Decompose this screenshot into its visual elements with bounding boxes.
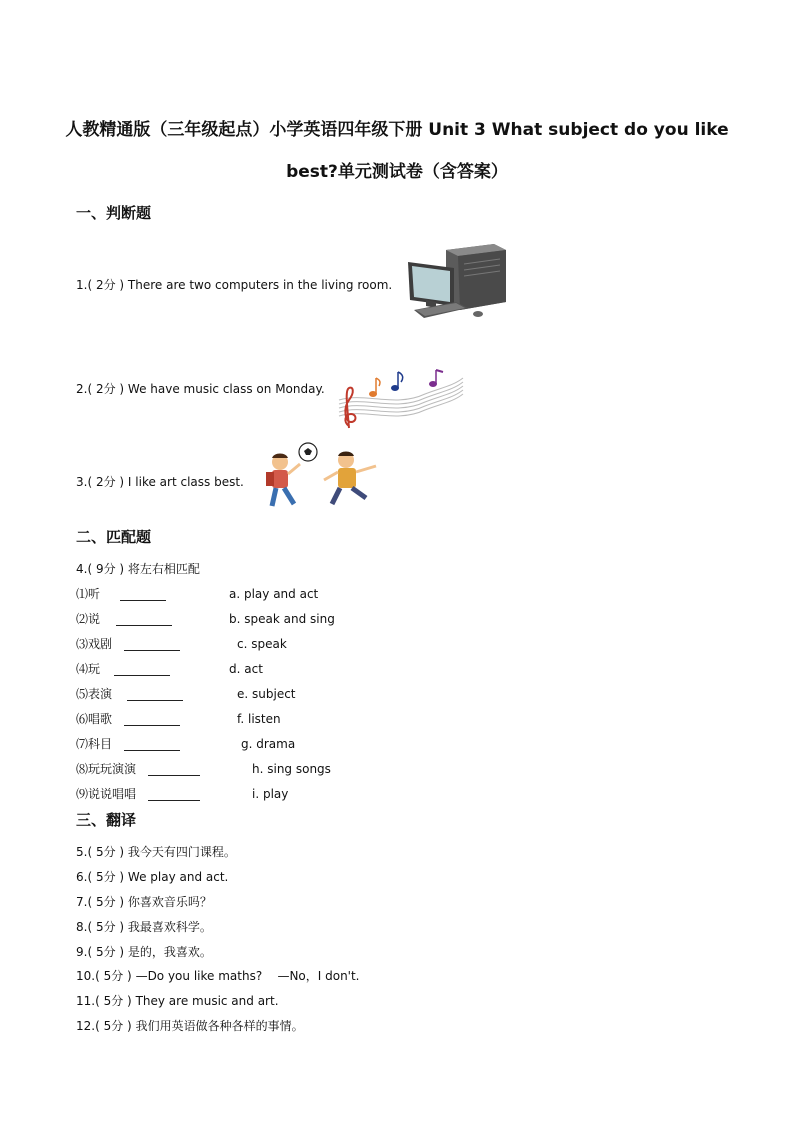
question-score: ( 5分 )	[87, 870, 125, 884]
question-score: ( 5分 )	[87, 920, 125, 934]
document-title-line-2: best?单元测试卷（含答案）	[286, 162, 508, 182]
match-right-item: d. act	[229, 662, 263, 676]
question-score: ( 5分 )	[95, 969, 132, 983]
question-score: ( 9分 )	[87, 562, 125, 576]
boys-playing-football-image	[262, 440, 386, 520]
question-instruction: 将左右相匹配	[127, 562, 200, 576]
answer-blank[interactable]	[124, 639, 180, 651]
question-6	[76, 870, 228, 885]
question-text: 你喜欢音乐吗？	[127, 895, 212, 909]
match-right-item: a. play and act	[229, 587, 319, 601]
question-text: 我最喜欢科学。	[127, 920, 212, 934]
match-left-item: ⑻玩玩演演	[76, 762, 137, 776]
match-right-item: g. drama	[241, 737, 296, 751]
match-left-item: ⑴听	[76, 587, 101, 601]
question-number: 3.	[76, 475, 88, 489]
computer-image	[402, 240, 510, 322]
match-left-item: ⑸表演	[76, 687, 113, 701]
question-number: 10.	[76, 969, 96, 983]
question-number: 7.	[76, 895, 88, 909]
match-right-item: c. speak	[237, 637, 287, 651]
match-left-item: ⑺科目	[76, 737, 113, 751]
answer-blank[interactable]	[148, 764, 200, 776]
question-number: 9.	[76, 945, 88, 959]
question-score: ( 2分 )	[87, 475, 125, 489]
question-number: 6.	[76, 870, 88, 884]
question-number: 8.	[76, 920, 88, 934]
answer-blank[interactable]	[148, 789, 200, 801]
question-text: There are two computers in the living room.	[127, 278, 393, 292]
question-10	[76, 969, 360, 984]
question-number: 12.	[76, 1019, 96, 1033]
answer-blank[interactable]	[127, 689, 183, 701]
answer-blank[interactable]	[114, 664, 170, 676]
question-text: We have music class on Monday.	[127, 382, 325, 396]
question-score: ( 5分 )	[87, 895, 125, 909]
question-score: ( 5分 )	[95, 1019, 132, 1033]
question-score: ( 5分 )	[95, 994, 132, 1008]
match-right-item: f. listen	[237, 712, 281, 726]
question-5	[76, 845, 236, 860]
question-number: 2.	[76, 382, 88, 396]
question-11	[76, 994, 279, 1009]
question-2	[76, 382, 325, 397]
match-right-item: h. sing songs	[252, 762, 331, 776]
question-text: I like art class best.	[127, 475, 244, 489]
match-left-item: ⑹唱歌	[76, 712, 113, 726]
match-right-item: i. play	[252, 787, 289, 801]
question-7	[76, 895, 212, 910]
question-8	[76, 920, 212, 935]
question-score: ( 5分 )	[87, 845, 125, 859]
question-text: 是的，我喜欢。	[127, 945, 212, 959]
answer-blank[interactable]	[120, 589, 166, 601]
match-left-item: ⑼说说唱唱	[76, 787, 137, 801]
match-right-item: e. subject	[237, 687, 296, 701]
question-3	[76, 475, 244, 490]
music-notes-image	[335, 364, 467, 432]
question-4	[76, 562, 200, 577]
question-12	[76, 1019, 304, 1034]
answer-blank[interactable]	[124, 739, 180, 751]
question-text: 我今天有四门课程。	[127, 845, 236, 859]
question-number: 11.	[76, 994, 96, 1008]
answer-blank[interactable]	[116, 614, 172, 626]
question-9	[76, 945, 212, 960]
question-text: 我们用英语做各种各样的事情。	[135, 1019, 304, 1033]
question-text: —Do you like maths? —No，I don't.	[135, 969, 360, 983]
document-title-line-1: 人教精通版（三年级起点）小学英语四年级下册 Unit 3 What subject do you like	[65, 120, 729, 140]
question-score: ( 2分 )	[87, 382, 125, 396]
section-heading-match: 二、匹配题	[76, 528, 152, 546]
match-left-item: ⑷玩	[76, 662, 101, 676]
match-right-item: b. speak and sing	[229, 612, 335, 626]
section-heading-translate: 三、翻译	[76, 811, 137, 829]
question-text: We play and act.	[127, 870, 229, 884]
question-score: ( 5分 )	[87, 945, 125, 959]
match-left-item: ⑶戏剧	[76, 637, 113, 651]
answer-blank[interactable]	[124, 714, 180, 726]
question-score: ( 2分 )	[87, 278, 125, 292]
section-heading-judge: 一、判断题	[76, 204, 152, 222]
question-1	[76, 278, 392, 293]
question-text: They are music and art.	[135, 994, 279, 1008]
question-number: 1.	[76, 278, 88, 292]
question-number: 5.	[76, 845, 88, 859]
match-left-item: ⑵说	[76, 612, 101, 626]
question-number: 4.	[76, 562, 88, 576]
